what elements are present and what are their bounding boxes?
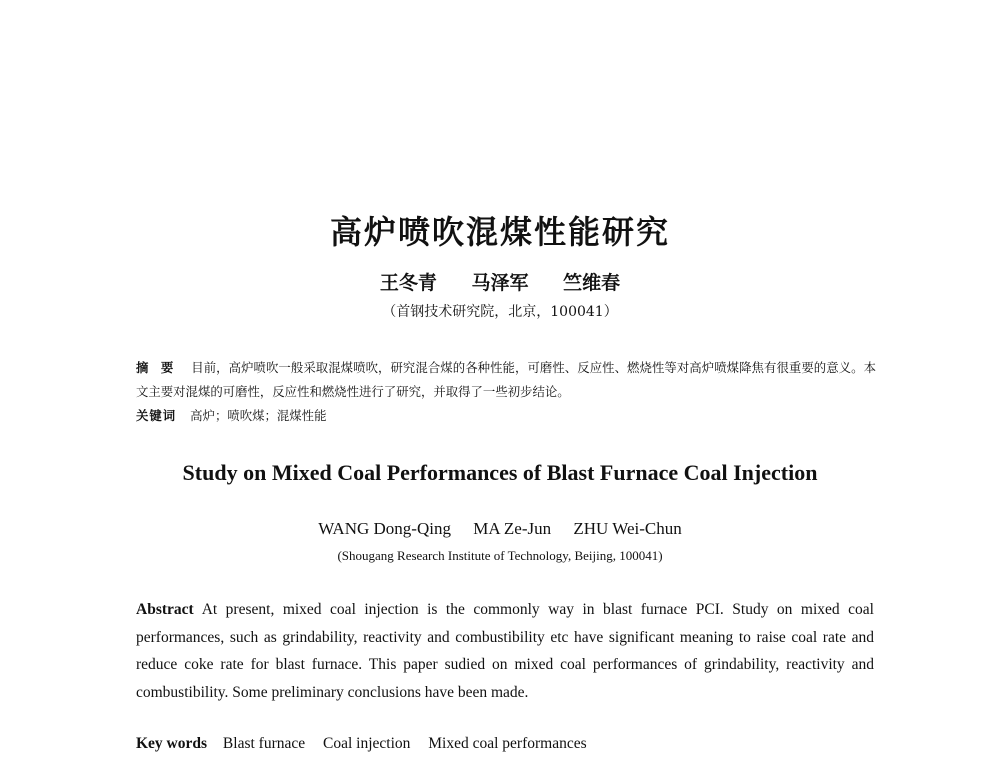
abstract-text-english: At present, mixed coal injection is the commonly way in blast furnace PCI. Study on mixed coal performances, such as grindability, reactivity and combustibility etc have significant meaning to raise coal rate and reduce coke rate for blast furnace. This paper sudied on mixed coal performances of grindability, reactivity and combustibility. Some preliminary conclusions have been made. <box>136 601 874 701</box>
author-name: ZHU Wei-Chun <box>573 519 682 538</box>
keywords-english <box>136 733 601 755</box>
abstract-label-chinese: 摘 要 <box>136 360 178 375</box>
author-name: MA Ze-Jun <box>473 519 552 538</box>
keywords-label-english: Key words <box>136 735 208 752</box>
abstract-english <box>136 596 874 706</box>
author-name: 竺维春 <box>563 272 621 294</box>
author-name: WANG Dong-Qing <box>318 519 451 538</box>
keyword: Blast furnace <box>222 735 306 752</box>
paper-title-english: Study on Mixed Coal Performances of Blast Furnace Coal Injection <box>182 460 818 485</box>
affiliation-english: (Shougang Research Institute of Technology, Beijing, 100041) <box>337 548 663 563</box>
abstract-label-english: Abstract <box>136 601 194 618</box>
keyword: Coal injection <box>323 735 411 752</box>
abstract-text-chinese: 目前，高炉喷吹一般采取混煤喷吹，研究混合煤的各种性能，可磨性、反应性、燃烧性等对高炉喷煤降焦有很重要的意义。本文主要对混煤的可磨性，反应性和燃烧性进行了研究，并取得了一些初步结论。 <box>136 360 876 399</box>
paper-title-chinese: 高炉喷吹混煤性能研究 <box>329 213 670 252</box>
keywords-label-chinese: 关键词 <box>136 408 177 423</box>
keyword: Mixed coal performances <box>428 735 587 752</box>
author-name: 马泽军 <box>471 272 529 294</box>
affiliation-chinese: （首钢技术研究院，北京，100041） <box>382 304 618 320</box>
author-name: 王冬青 <box>379 272 437 294</box>
keywords-chinese <box>136 404 326 428</box>
keywords-text-chinese: 高炉；喷吹煤；混煤性能 <box>190 408 327 423</box>
abstract-chinese <box>136 356 876 404</box>
authors-chinese <box>0 268 1000 295</box>
authors-english <box>0 519 1000 539</box>
